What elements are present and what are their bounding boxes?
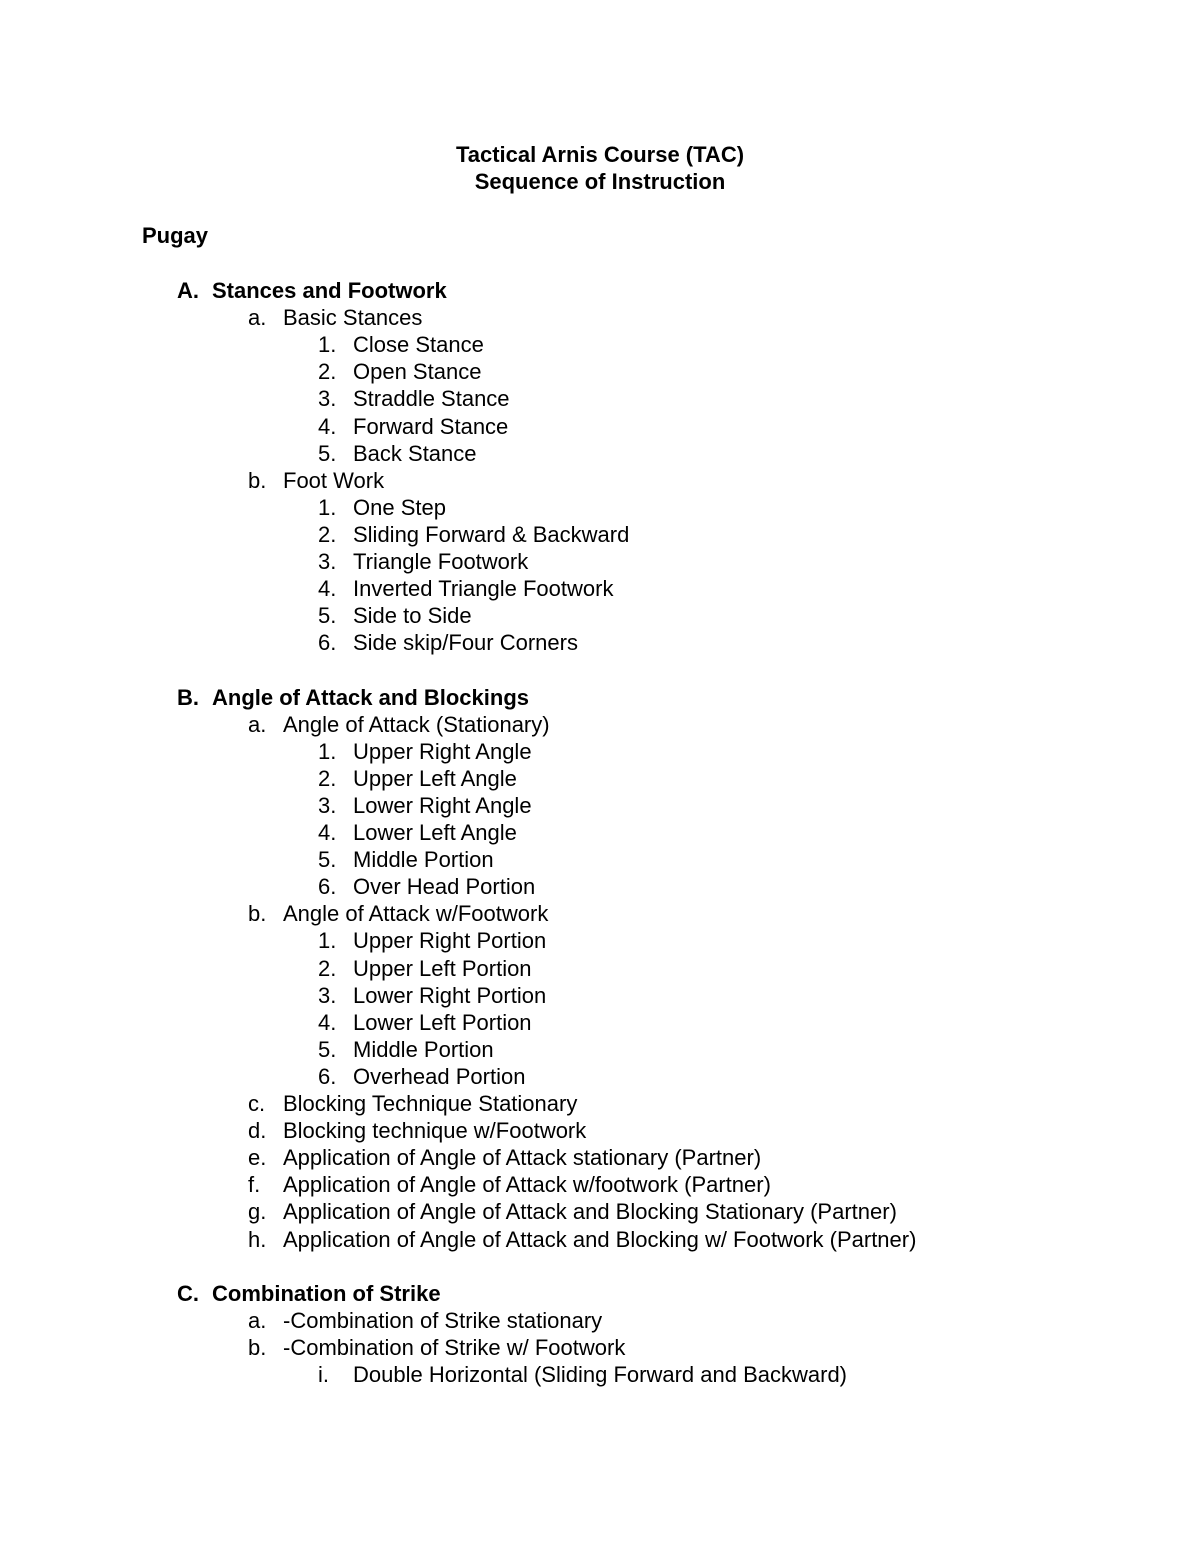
list-marker: 3. bbox=[318, 792, 337, 818]
list-item-label: Angle of Attack and Blockings bbox=[212, 684, 530, 710]
list-item-label: -Combination of Strike stationary bbox=[283, 1307, 603, 1333]
list-marker: a. bbox=[248, 711, 267, 737]
list-marker: 6. bbox=[318, 630, 337, 656]
list-item-label: Forward Stance bbox=[353, 413, 509, 439]
list-marker: 5. bbox=[318, 847, 337, 873]
list-marker: 2. bbox=[318, 765, 337, 791]
list-item-label: Side skip/Four Corners bbox=[353, 630, 578, 656]
list-marker: B. bbox=[177, 684, 199, 710]
list-item-label: Combination of Strike bbox=[212, 1280, 441, 1306]
list-marker: 6. bbox=[318, 874, 337, 900]
list-marker: a. bbox=[248, 305, 267, 331]
list-marker: 4. bbox=[318, 1009, 337, 1035]
list-marker: h. bbox=[248, 1226, 267, 1252]
list-item-label: Stances and Footwork bbox=[212, 278, 447, 303]
list-item-label: One Step bbox=[353, 494, 446, 520]
list-marker: A. bbox=[177, 278, 199, 303]
list-marker: a. bbox=[248, 1307, 267, 1333]
list-item-label: Double Horizontal (Sliding Forward and Backward) bbox=[353, 1362, 848, 1387]
list-item-label: Middle Portion bbox=[353, 847, 494, 873]
list-item-label: Application of Angle of Attack w/footwork (Partner) bbox=[283, 1172, 771, 1198]
list-marker: g. bbox=[248, 1199, 267, 1225]
list-marker: 4. bbox=[318, 820, 337, 845]
list-item-label: Sliding Forward & Backward bbox=[353, 521, 630, 547]
list-item-label: Blocking technique w/Footwork bbox=[283, 1118, 587, 1144]
list-marker: 1. bbox=[318, 332, 337, 358]
list-item-label: Foot Work bbox=[283, 467, 385, 493]
list-marker: 4. bbox=[318, 576, 337, 602]
list-marker: b. bbox=[248, 901, 267, 927]
list-marker: i. bbox=[318, 1362, 329, 1387]
list-marker: 3. bbox=[318, 549, 337, 574]
list-item-label: Close Stance bbox=[353, 332, 484, 358]
list-item-label: Middle Portion bbox=[353, 1036, 494, 1062]
list-item-label: Lower Left Angle bbox=[353, 820, 517, 845]
list-item-label: Triangle Footwork bbox=[353, 549, 529, 574]
list-item-label: Upper Left Portion bbox=[353, 955, 532, 981]
list-item-label: -Combination of Strike w/ Footwork bbox=[283, 1334, 626, 1360]
list-item-label: Over Head Portion bbox=[353, 874, 536, 900]
list-marker: 2. bbox=[318, 955, 337, 981]
list-item-label: Application of Angle of Attack and Blocking w/ Footwork (Partner) bbox=[283, 1226, 917, 1252]
list-item-label: Side to Side bbox=[353, 603, 472, 629]
title-line-1: Tactical Arnis Course (TAC) bbox=[455, 142, 745, 167]
list-marker: 6. bbox=[318, 1063, 337, 1089]
list-item-label: Back Stance bbox=[353, 440, 477, 466]
section-heading: Pugay bbox=[142, 223, 209, 248]
list-marker: 5. bbox=[318, 1036, 337, 1062]
list-item-label: Inverted Triangle Footwork bbox=[353, 576, 614, 602]
list-marker: C. bbox=[177, 1280, 199, 1306]
list-marker: 4. bbox=[318, 413, 337, 439]
list-marker: 2. bbox=[318, 521, 337, 547]
list-marker: 2. bbox=[318, 359, 337, 385]
list-marker: 1. bbox=[318, 494, 337, 520]
list-marker: 3. bbox=[318, 982, 337, 1008]
list-item-label: Angle of Attack w/Footwork bbox=[283, 901, 549, 927]
list-marker: f. bbox=[248, 1172, 261, 1198]
list-item-label: Lower Right Angle bbox=[353, 792, 532, 818]
list-marker: 1. bbox=[318, 928, 337, 954]
list-marker: 5. bbox=[318, 440, 337, 466]
list-marker: 1. bbox=[318, 738, 337, 764]
list-marker: 3. bbox=[318, 386, 337, 412]
list-item-label: Upper Right Portion bbox=[353, 928, 547, 954]
list-item-label: Upper Left Angle bbox=[353, 765, 517, 791]
list-item-label: Basic Stances bbox=[283, 305, 423, 331]
list-item-label: Application of Angle of Attack stationary (Partner) bbox=[283, 1145, 762, 1171]
list-item-label: Upper Right Angle bbox=[353, 738, 532, 764]
list-item-label: Lower Left Portion bbox=[353, 1009, 532, 1035]
list-item-label: Blocking Technique Stationary bbox=[283, 1091, 578, 1116]
list-marker: d. bbox=[248, 1118, 267, 1144]
document-title bbox=[0, 141, 1200, 195]
list-item-label: Open Stance bbox=[353, 359, 482, 385]
list-marker: e. bbox=[248, 1145, 267, 1171]
list-item-label: Application of Angle of Attack and Blocking Stationary (Partner) bbox=[283, 1199, 897, 1225]
list-item-label: Overhead Portion bbox=[353, 1063, 526, 1089]
list-item-label: Angle of Attack (Stationary) bbox=[283, 711, 550, 737]
title-line-2: Sequence of Instruction bbox=[474, 169, 726, 194]
list-item-label: Lower Right Portion bbox=[353, 982, 547, 1008]
list-marker: b. bbox=[248, 1334, 267, 1360]
list-item-label: Straddle Stance bbox=[353, 386, 510, 412]
list-marker: 5. bbox=[318, 603, 337, 629]
list-marker: c. bbox=[248, 1091, 266, 1116]
list-marker: b. bbox=[248, 467, 267, 493]
